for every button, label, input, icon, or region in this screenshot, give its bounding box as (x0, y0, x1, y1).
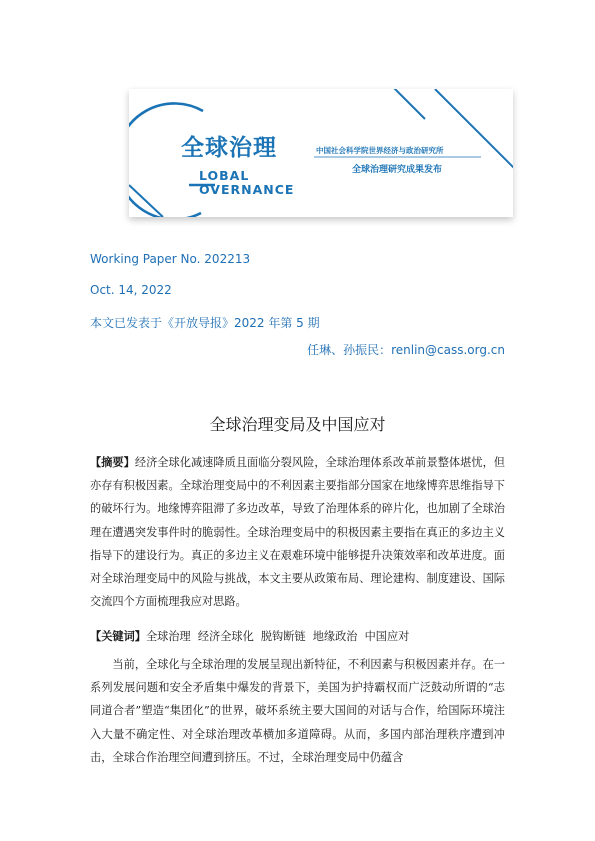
decor-line-top (391, 89, 425, 119)
keywords-text: 全球治理 经济全球化 脱钩断链 地缘政治 中国应对 (145, 630, 410, 643)
decor-line-right (435, 89, 513, 173)
banner-institute: 中国社会科学院世界经济与政治研究所 (316, 146, 444, 155)
authors-contact[interactable]: 任琳、孙振民：renlin@cass.org.cn (307, 343, 505, 357)
header-banner (129, 89, 513, 217)
abstract-paragraph (90, 451, 505, 613)
abstract-text: 经济全球化减速降质且面临分裂风险，全球治理体系改革前景整体堪忧，但亦存有积极因素。全球治理变局中的不利因素主要指部分国家在地缘博弈思维指导下的破坏行为。地缘博弈阻滞了多边改革，导致了治理体系的碎片化，也加剧了全球治理在遭遇突发事件时的脆弱性。全球治理变局中的积极因素主要指在真正的多边主义指导下的建设行为。真正的多边主义在艰难环境中能够提升决策效率和改革进度。面对全球治理变局中的风险与挑战，本文主要从政策布局、理论建构、制度建设、国际交流四个方面梳理我应对思路。 (90, 456, 505, 609)
keywords-label: 【关键词】 (90, 629, 146, 643)
abstract-label: 【摘要】 (90, 455, 135, 469)
keywords-paragraph (90, 625, 505, 648)
banner-title: 全球治理 (181, 135, 277, 161)
banner-series: 全球治理研究成果发布 (352, 165, 443, 175)
body-paragraph: 当前，全球化与全球治理的发展呈现出新特征，不利因素与积极因素并存。在一系列发展问题和安全矛盾集中爆发的背景下，美国为护持霸权而广泛鼓动所谓的“志同道合者”塑造“集团化”的世界，破坏系统主要大国间的对话与合作，给国际环境注入大量不确定性、对全球治理改革横加多道障碍。从而，多国内部治理秩序遭到冲击，全球合作治理空间遭到挤压。不过，全球治理变局中仍蕴含 (90, 658, 505, 764)
paper-date: Oct. 14, 2022 (90, 283, 172, 297)
document-title: 全球治理变局及中国应对 (209, 415, 386, 434)
publication-note: 本文已发表于《开放导报》2022 年第 5 期 (90, 316, 320, 330)
banner-en-governance: OVERNANCE (199, 182, 295, 197)
banner-en-global: LOBAL (199, 168, 250, 183)
working-paper-number: Working Paper No. 202213 (90, 252, 251, 266)
